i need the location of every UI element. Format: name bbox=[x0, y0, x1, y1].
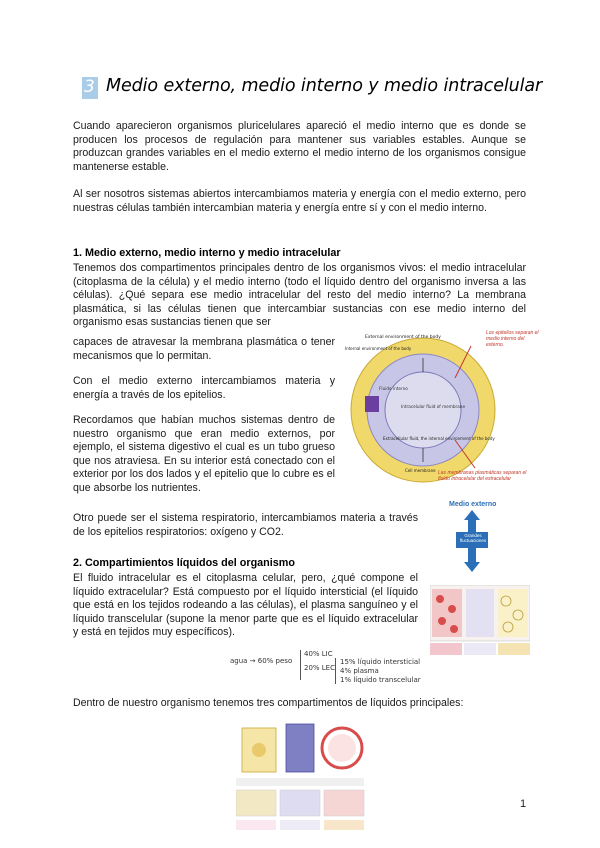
formula-lec: 20% LEC bbox=[304, 664, 335, 672]
paragraph-extracellular: El fluido intracelular es el citoplasma celular, pero, ¿qué compone el líquido extracelular? Está compuesto por el líquido intersticial (el líquido que está en los tejidos rodeando a las células), el plasma sanguíneo y el líquido transcelular (supone la menor parte que es el líquido extracelular y está en tejidos muy específicos). bbox=[73, 572, 418, 639]
paragraph-epithelia: Con el medio externo intercambiamos materia y energía a través de los epitelios. bbox=[73, 375, 335, 401]
formula-plasma: 4% plasma bbox=[340, 667, 379, 675]
cell-organ-box bbox=[365, 396, 379, 412]
note-membranes: Las membranas plasmáticas separan el fluido intracelular del extracelular bbox=[438, 470, 527, 482]
arrow-down-icon bbox=[464, 548, 480, 572]
label-internal-env: Internal environment of the body bbox=[345, 346, 412, 351]
paragraph-open-systems: Al ser nosotros sistemas abiertos intercambiamos materia y energía con el medio externo, pero nuestras células también intercambian materia y energía entre sí y con el medio interno. bbox=[73, 188, 526, 214]
arrow-up-icon bbox=[464, 510, 480, 532]
formula-transcellular: 1% líquido transcelular bbox=[340, 676, 421, 684]
section-number: 3 bbox=[84, 77, 95, 97]
formula-interstitial: 15% líquido intersticial bbox=[340, 658, 421, 666]
paragraph-compartments: Tenemos dos compartimentos principales dentro de los organismos vivos: el medio intracelular (citoplasma de la célula) y el medio interno (todo el líquido dentro del organismo inversa a las células). ¿Qué separa ese medio intracelular del resto del medio interno? La membrana plasmática, si las células tienen que intercambiar sustancias con ese medio interno del organismo esas sustancias tienen que ser bbox=[73, 262, 526, 329]
environment-diagram bbox=[343, 328, 533, 490]
page-title: Medio externo, medio interno y medio intracelular bbox=[106, 76, 543, 96]
fluid-compartments-figure bbox=[430, 585, 530, 657]
paragraph-membrane: capaces de atravesar la membrana plasmática o tener mecanismos que lo permitan. bbox=[73, 336, 335, 362]
formula-lic: 40% LIC bbox=[304, 650, 333, 658]
paragraph-three-compartments: Dentro de nuestro organismo tenemos tres compartimentos de líquidos principales: bbox=[73, 697, 464, 709]
label-external-env: External environment of the body bbox=[365, 335, 441, 340]
label-extracellular: Extracellular fluid, the internal environment of the body bbox=[383, 436, 495, 441]
label-cell: Intracelular fluid of membrane bbox=[401, 404, 466, 409]
label-inner-fluid: Fluido interno bbox=[379, 386, 408, 391]
paragraph-respiratory: Otro puede ser el sistema respiratorio, intercambiamos materia a través de los epitelios respiratorios: oxígeno y CO2. bbox=[73, 512, 418, 538]
page-number: 1 bbox=[520, 798, 527, 810]
label-cell-membrane: Cell membrane bbox=[405, 468, 436, 473]
heading-section-2: 2. Compartimientos líquidos del organismo bbox=[73, 557, 295, 569]
heading-section-1: 1. Medio externo, medio interno y medio intracelular bbox=[73, 247, 341, 259]
label-fluctuations: Grandes fluctuaciones bbox=[459, 533, 487, 543]
formula-water: agua → 60% peso bbox=[230, 657, 293, 665]
note-epithelia: Los epitelios separan el medio interno del externo. bbox=[486, 330, 539, 348]
paragraph-digestive: Recordamos que habían muchos sistemas dentro de nuestro organismo que eran medio externos, por ejemplo, el sistema digestivo el cual es un tubo grueso que nos atraviesa. En su interior está conectado con el exterior por los dos lados y el epitelio que lo cubre es el que absorbe los nutrientes. bbox=[73, 414, 335, 494]
label-external-medium: Medio externo bbox=[449, 501, 497, 508]
three-compartments-figure bbox=[236, 720, 366, 832]
paragraph-intro: Cuando aparecieron organismos pluricelulares apareció el medio interno que es donde se producen los procesos de regulación para mantener sus variables estables. Aunque se produzcan grandes variables en el medio externo el medio interno de los organismos consigue mantenerse estable. bbox=[73, 120, 526, 173]
formula-brace bbox=[300, 650, 301, 680]
formula-brace-2 bbox=[335, 658, 336, 684]
